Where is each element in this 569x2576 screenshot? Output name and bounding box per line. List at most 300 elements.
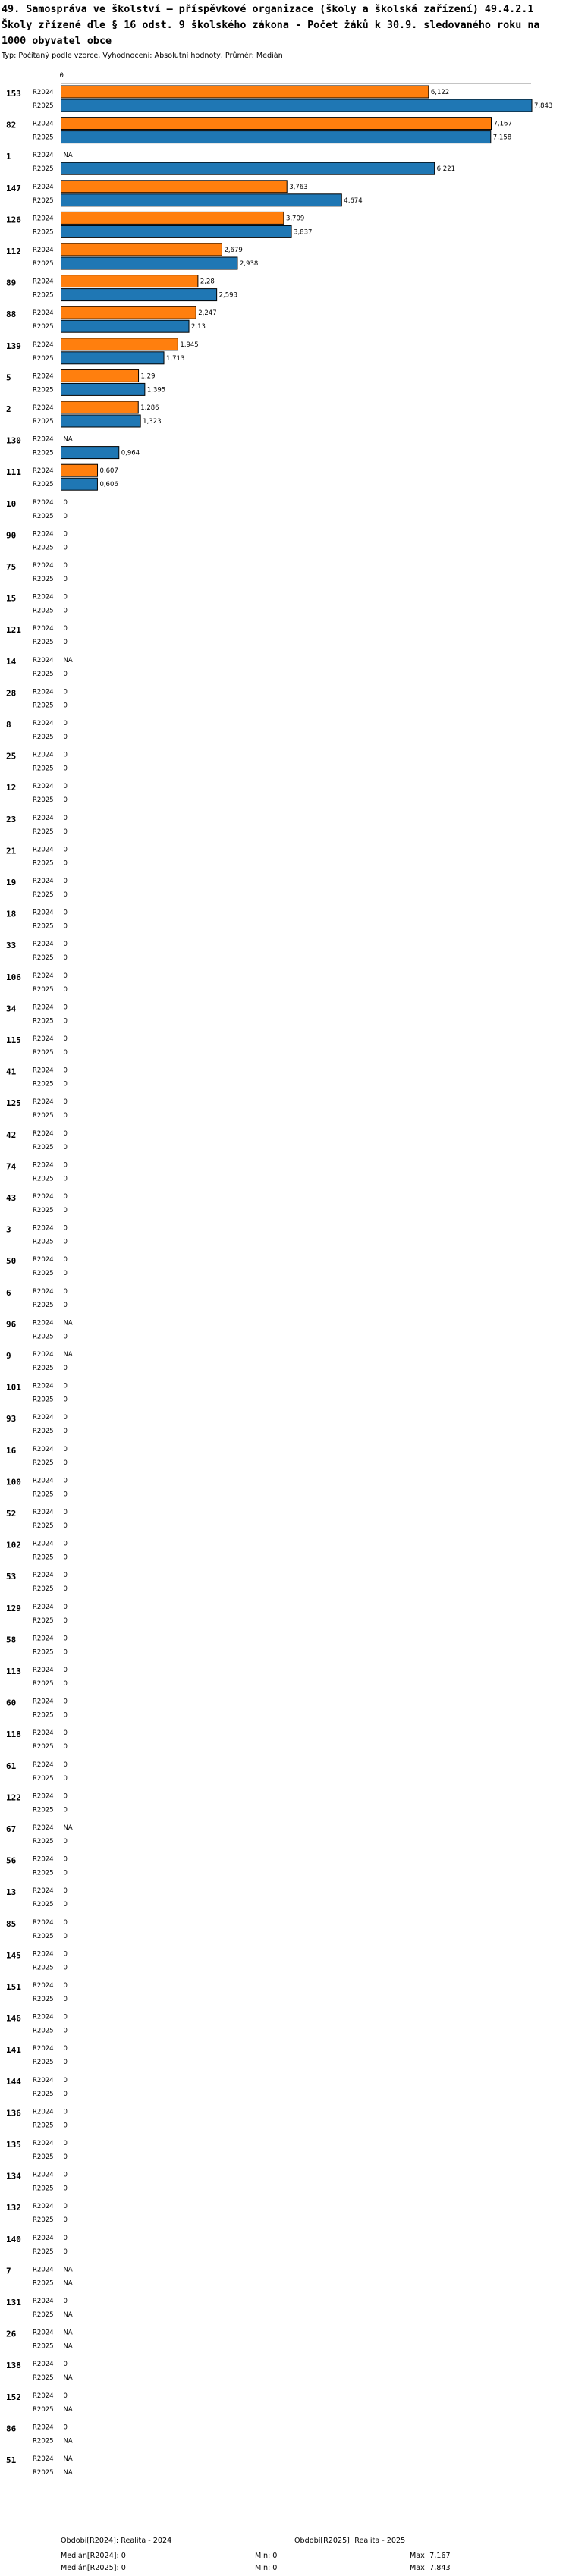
value-label: 7,843	[534, 102, 553, 110]
series-label: R2025	[33, 228, 54, 237]
series-label: R2025	[33, 734, 54, 741]
value-label: NA	[63, 2374, 73, 2383]
value-label: NA	[63, 1824, 73, 1832]
value-label: 0	[63, 1238, 68, 1246]
series-label: R2025	[33, 1270, 54, 1278]
series-label: R2025	[33, 1396, 54, 1404]
series-label: R2025	[33, 1553, 54, 1562]
series-label: R2025	[33, 828, 54, 836]
group-label-13: 13	[6, 1887, 17, 1898]
group-label-42: 42	[6, 1129, 17, 1140]
series-label: R2024	[33, 783, 54, 791]
series-label: R2024	[33, 2203, 54, 2211]
group-label-43: 43	[6, 1193, 17, 1203]
series-label: R2025	[33, 2216, 54, 2225]
value-label: 0	[63, 544, 68, 552]
value-label: NA	[63, 1351, 73, 1359]
series-label: R2025	[33, 1996, 54, 2003]
group-label-75: 75	[6, 562, 17, 572]
value-label: 0	[63, 1143, 68, 1151]
value-label: NA	[63, 2342, 73, 2351]
series-label: R2024	[33, 1098, 54, 1107]
series-label: R2025	[33, 134, 54, 142]
value-label: 0	[63, 859, 68, 868]
group-label-61: 61	[6, 1761, 17, 1771]
value-label: 0	[63, 1855, 68, 1864]
value-label: 0	[63, 972, 68, 980]
group-label-146: 146	[6, 2013, 21, 2024]
series-label: R2025	[33, 1774, 54, 1783]
series-label: R2024	[33, 530, 54, 539]
series-label: R2025	[33, 702, 54, 710]
group-label-10: 10	[6, 498, 17, 509]
value-label: 2,679	[224, 247, 243, 254]
bar-r2025-5	[61, 383, 145, 395]
series-label: R2025	[33, 1711, 54, 1720]
value-label: 2,28	[200, 278, 215, 286]
series-label: R2024	[33, 152, 54, 160]
group-label-96: 96	[6, 1319, 17, 1330]
value-label: 0	[63, 670, 68, 678]
series-label: R2024	[33, 2234, 54, 2242]
group-label-152: 152	[6, 2392, 21, 2402]
value-label: 2,938	[239, 260, 259, 268]
value-label: 0	[63, 2234, 68, 2242]
bar-r2025-126	[61, 225, 292, 237]
group-label-89: 89	[6, 278, 17, 288]
series-label: R2024	[33, 909, 54, 917]
value-label: 0	[63, 1585, 68, 1594]
value-label: 0	[63, 1445, 68, 1453]
value-label: NA	[63, 2329, 73, 2337]
series-label: R2024	[33, 2140, 54, 2147]
group-label-135: 135	[6, 2140, 21, 2150]
series-label: R2024	[33, 2329, 54, 2337]
series-label: R2025	[33, 639, 54, 647]
series-label: R2025	[33, 2059, 54, 2067]
bar-r2024-5	[61, 369, 139, 382]
value-label: 0	[63, 702, 68, 710]
value-label: 0	[63, 734, 68, 741]
value-label: 0	[63, 1428, 68, 1436]
series-label: R2024	[33, 562, 54, 570]
series-label: R2024	[33, 2108, 54, 2116]
value-label: 0	[63, 1256, 68, 1264]
value-label: 0	[63, 1635, 68, 1643]
value-label: 0	[63, 1743, 68, 1751]
value-label: 0	[63, 1806, 68, 1814]
bar-r2025-89	[61, 289, 217, 301]
series-label: R2024	[33, 1950, 54, 1959]
value-label: 0	[63, 1129, 68, 1138]
value-label: 0	[63, 891, 68, 899]
series-label: R2025	[33, 196, 54, 205]
value-label: 0	[63, 2076, 68, 2084]
series-label: R2025	[33, 1365, 54, 1372]
group-label-58: 58	[6, 1635, 17, 1645]
series-label: R2025	[33, 1901, 54, 1909]
bar-r2025-153	[61, 99, 533, 112]
group-label-21: 21	[6, 846, 17, 856]
value-label: 0	[63, 2122, 68, 2130]
series-label: R2025	[33, 2122, 54, 2130]
series-label: R2024	[33, 1540, 54, 1548]
series-label: R2024	[33, 846, 54, 854]
bar-r2024-89	[61, 275, 198, 287]
chart-title: 49. Samospráva ve školství – příspěvkové organizace (školy a školská zařízení) 49.4.2.1 Školy zřízené dle § 16 odst. 9 školského zákona - Počet žáků k 30.9. sledovaného roku na 1000 obyvatel obce	[2, 4, 546, 47]
value-label: 1,286	[140, 404, 159, 412]
group-label-18: 18	[6, 909, 17, 919]
value-label: NA	[63, 2266, 73, 2274]
bar-r2025-2	[61, 415, 141, 427]
group-label-118: 118	[6, 1729, 21, 1740]
series-label: R2025	[33, 354, 54, 363]
series-label: R2024	[33, 1224, 54, 1233]
bar-r2024-82	[61, 118, 492, 130]
value-label: 0	[63, 2059, 68, 2067]
value-label: 0	[63, 562, 68, 570]
series-label: R2025	[33, 1207, 54, 1214]
series-label: R2025	[33, 1428, 54, 1436]
series-label: R2025	[33, 1049, 54, 1057]
series-label: R2025	[33, 1143, 54, 1151]
value-label: 2,593	[218, 291, 237, 300]
value-label: 0	[63, 1680, 68, 1688]
value-label: 4,674	[344, 196, 363, 205]
value-label: 0	[63, 1792, 68, 1801]
series-label: R2024	[33, 498, 54, 507]
group-label-1: 1	[6, 152, 11, 162]
series-label: R2024	[33, 2013, 54, 2022]
series-label: R2024	[33, 1824, 54, 1832]
bar-r2025-82	[61, 131, 491, 143]
value-label: 0	[63, 2171, 68, 2179]
footer-min-r2024: Min: 0	[255, 2552, 278, 2560]
group-label-145: 145	[6, 1950, 21, 1961]
value-label: 0	[63, 1459, 68, 1467]
value-label: 0	[63, 2216, 68, 2225]
value-label: NA	[63, 435, 73, 444]
group-label-139: 139	[6, 341, 21, 351]
series-label: R2024	[33, 89, 54, 96]
value-label: 0	[63, 1017, 68, 1026]
bar-r2024-112	[61, 243, 222, 256]
series-label: R2024	[33, 2455, 54, 2463]
series-label: R2024	[33, 878, 54, 885]
series-label: R2025	[33, 1017, 54, 1026]
footer-max-r2025: Max: 7,843	[410, 2564, 451, 2572]
value-label: 0	[63, 1540, 68, 1548]
series-label: R2024	[33, 972, 54, 980]
series-label: R2025	[33, 2027, 54, 2035]
value-label: 1,713	[166, 354, 185, 363]
value-label: 0	[63, 1207, 68, 1214]
group-label-82: 82	[6, 120, 17, 130]
series-label: R2025	[33, 1301, 54, 1309]
bar-r2025-111	[61, 478, 98, 490]
value-label: 0	[63, 2392, 68, 2400]
series-label: R2024	[33, 1477, 54, 1485]
value-label: 0	[63, 1365, 68, 1372]
footer-obdobi-r2025: Období[R2025]: Realita - 2025	[294, 2537, 406, 2545]
bar-r2024-147	[61, 181, 288, 193]
series-label: R2025	[33, 1680, 54, 1688]
value-label: 2,247	[198, 309, 217, 318]
value-label: NA	[63, 2279, 73, 2288]
value-label: 0	[63, 2203, 68, 2211]
footer-min-r2025: Min: 0	[255, 2564, 278, 2572]
value-label: 0	[63, 1004, 68, 1012]
value-label: 0	[63, 1193, 68, 1201]
value-label: 0	[63, 814, 68, 822]
series-label: R2025	[33, 386, 54, 394]
bar-r2025-112	[61, 257, 237, 269]
series-label: R2024	[33, 941, 54, 949]
group-label-129: 129	[6, 1603, 21, 1613]
value-label: 0	[63, 1603, 68, 1611]
value-label: 7,158	[492, 134, 512, 142]
series-label: R2025	[33, 1522, 54, 1530]
value-label: 3,709	[285, 215, 305, 223]
bar-r2025-130	[61, 447, 119, 459]
group-label-5: 5	[6, 372, 11, 383]
group-label-14: 14	[6, 656, 17, 667]
series-label: R2024	[33, 625, 54, 633]
group-label-8: 8	[6, 720, 11, 730]
series-label: R2024	[33, 1729, 54, 1738]
value-label: 0	[63, 1761, 68, 1769]
series-label: R2024	[33, 309, 54, 318]
series-label: R2024	[33, 2424, 54, 2432]
value-label: 0	[63, 1950, 68, 1959]
value-label: 0	[63, 846, 68, 854]
value-label: 7,167	[493, 120, 512, 128]
value-label: 0	[63, 1522, 68, 1530]
value-label: 0	[63, 1729, 68, 1738]
series-label: R2025	[33, 2153, 54, 2161]
series-label: R2024	[33, 1319, 54, 1327]
series-label: R2024	[33, 1382, 54, 1390]
value-label: 0	[63, 878, 68, 885]
series-label: R2024	[33, 278, 54, 286]
series-label: R2025	[33, 481, 54, 489]
value-label: 0	[63, 1067, 68, 1075]
group-label-7: 7	[6, 2266, 11, 2276]
group-label-60: 60	[6, 1698, 17, 1708]
chart-subtitle: Typ: Počítaný podle vzorce, Vyhodnocení: Absolutní hodnoty, Průměr: Medián	[2, 52, 283, 60]
series-label: R2024	[33, 120, 54, 128]
group-label-144: 144	[6, 2076, 21, 2087]
series-label: R2025	[33, 607, 54, 615]
series-label: R2024	[33, 341, 54, 349]
value-label: 0	[63, 1287, 68, 1296]
series-label: R2025	[33, 922, 54, 931]
value-label: 0	[63, 2027, 68, 2035]
value-label: 0	[63, 2153, 68, 2161]
value-label: 3,837	[294, 228, 313, 237]
group-label-50: 50	[6, 1256, 17, 1267]
value-label: 0	[63, 1901, 68, 1909]
value-label: 0	[63, 2424, 68, 2432]
value-label: NA	[63, 2469, 73, 2477]
value-label: 0	[63, 2013, 68, 2022]
group-label-132: 132	[6, 2203, 21, 2213]
bar-r2024-111	[61, 464, 98, 476]
group-label-121: 121	[6, 625, 21, 636]
series-label: R2024	[33, 1572, 54, 1580]
series-label: R2025	[33, 1806, 54, 1814]
value-label: 0	[63, 2108, 68, 2116]
value-label: 0	[63, 1414, 68, 1422]
group-label-131: 131	[6, 2298, 21, 2307]
series-label: R2025	[33, 891, 54, 899]
value-label: 0	[63, 593, 68, 602]
value-label: NA	[63, 2437, 73, 2446]
group-label-141: 141	[6, 2045, 21, 2056]
series-label: R2024	[33, 1287, 54, 1296]
series-label: R2024	[33, 1667, 54, 1674]
group-label-2: 2	[6, 404, 11, 414]
series-label: R2025	[33, 765, 54, 773]
group-label-153: 153	[6, 89, 21, 99]
series-label: R2024	[33, 688, 54, 696]
value-label: 0	[63, 985, 68, 994]
group-label-16: 16	[6, 1445, 17, 1456]
series-label: R2025	[33, 2437, 54, 2446]
value-label: 0	[63, 954, 68, 963]
group-label-88: 88	[6, 309, 17, 320]
group-label-130: 130	[6, 435, 21, 446]
bar-r2024-2	[61, 401, 139, 413]
value-label: 0	[63, 828, 68, 836]
value-label: 0	[63, 1553, 68, 1562]
group-label-93: 93	[6, 1414, 17, 1425]
value-label: 0	[63, 1996, 68, 2003]
series-label: R2024	[33, 1635, 54, 1643]
series-label: R2024	[33, 1161, 54, 1170]
series-label: R2024	[33, 593, 54, 602]
series-label: R2025	[33, 291, 54, 300]
series-label: R2025	[33, 1080, 54, 1089]
value-label: 0	[63, 1035, 68, 1043]
series-label: R2025	[33, 2248, 54, 2256]
value-label: 0,607	[99, 467, 118, 476]
series-label: R2025	[33, 1459, 54, 1467]
value-label: NA	[63, 152, 73, 160]
series-label: R2024	[33, 751, 54, 759]
group-label-102: 102	[6, 1540, 21, 1550]
value-label: NA	[63, 2405, 73, 2414]
series-label: R2024	[33, 814, 54, 822]
series-label: R2025	[33, 102, 54, 110]
series-label: R2024	[33, 720, 54, 727]
series-label: R2024	[33, 1761, 54, 1769]
series-label: R2025	[33, 2342, 54, 2351]
series-label: R2025	[33, 260, 54, 268]
group-label-19: 19	[6, 878, 17, 887]
value-label: 0,606	[99, 481, 118, 489]
group-label-90: 90	[6, 530, 17, 541]
group-label-41: 41	[6, 1067, 17, 1077]
value-label: 0	[63, 2090, 68, 2098]
value-label: 1,323	[143, 418, 162, 426]
series-label: R2025	[33, 670, 54, 678]
value-label: 1,945	[180, 341, 199, 349]
series-label: R2025	[33, 1333, 54, 1341]
value-label: 0	[63, 1616, 68, 1625]
footer-obdobi-r2024: Období[R2024]: Realita - 2024	[61, 2537, 172, 2545]
series-label: R2025	[33, 165, 54, 174]
value-label: 0	[63, 498, 68, 507]
value-label: 0	[63, 1572, 68, 1580]
value-label: 0	[63, 512, 68, 520]
series-label: R2024	[33, 2392, 54, 2400]
series-label: R2025	[33, 576, 54, 583]
series-label: R2025	[33, 1112, 54, 1120]
series-label: R2024	[33, 372, 54, 381]
value-label: 0	[63, 1112, 68, 1120]
value-label: 0	[63, 1918, 68, 1927]
group-label-113: 113	[6, 1667, 21, 1676]
series-label: R2025	[33, 1648, 54, 1657]
value-label: 0	[63, 1964, 68, 1972]
series-label: R2024	[33, 1035, 54, 1043]
value-label: 0	[63, 1333, 68, 1341]
value-label: 0	[63, 1224, 68, 1233]
bar-r2024-126	[61, 212, 284, 224]
series-label: R2025	[33, 796, 54, 805]
series-label: R2025	[33, 859, 54, 868]
series-label: R2025	[33, 2090, 54, 2098]
series-label: R2025	[33, 1616, 54, 1625]
group-label-74: 74	[6, 1161, 17, 1172]
series-label: R2024	[33, 435, 54, 444]
value-label: 0	[63, 1932, 68, 1940]
value-label: 0	[63, 1982, 68, 1990]
series-label: R2024	[33, 2361, 54, 2369]
group-label-34: 34	[6, 1004, 17, 1014]
series-label: R2024	[33, 215, 54, 223]
value-label: 0	[63, 1509, 68, 1516]
group-label-126: 126	[6, 215, 21, 225]
series-label: R2024	[33, 404, 54, 412]
value-label: 0	[63, 530, 68, 539]
series-label: R2025	[33, 323, 54, 331]
value-label: NA	[63, 2455, 73, 2463]
series-label: R2025	[33, 985, 54, 994]
value-label: 0	[63, 720, 68, 727]
value-label: 0	[63, 2361, 68, 2369]
group-label-122: 122	[6, 1792, 21, 1803]
value-label: 0	[63, 1396, 68, 1404]
series-label: R2025	[33, 1964, 54, 1972]
group-label-51: 51	[6, 2455, 17, 2465]
bar-r2025-147	[61, 194, 342, 206]
bar-r2025-139	[61, 352, 165, 364]
series-label: R2024	[33, 1414, 54, 1422]
group-label-23: 23	[6, 814, 17, 825]
group-label-52: 52	[6, 1509, 17, 1519]
series-label: R2024	[33, 1509, 54, 1516]
group-label-25: 25	[6, 751, 17, 762]
bar-r2024-153	[61, 86, 429, 98]
group-label-101: 101	[6, 1382, 21, 1393]
value-label: 0	[63, 576, 68, 583]
series-label: R2025	[33, 1932, 54, 1940]
value-label: 0	[63, 922, 68, 931]
group-label-136: 136	[6, 2108, 21, 2119]
series-label: R2025	[33, 2405, 54, 2414]
